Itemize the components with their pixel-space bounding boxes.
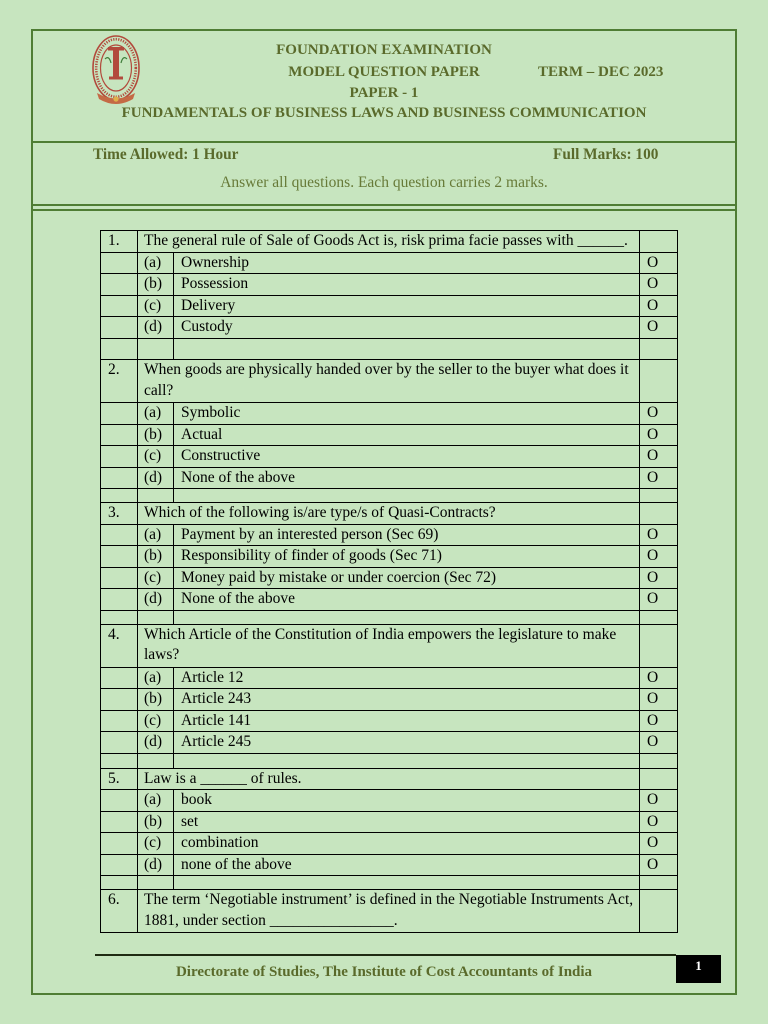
header-divider: [32, 141, 736, 143]
option-row: [101, 317, 678, 339]
option-text: Custody: [174, 317, 640, 339]
option-spacer: [101, 467, 138, 489]
option-text: Constructive: [174, 446, 640, 468]
spacer-row: [101, 876, 678, 890]
option-row: [101, 790, 678, 812]
question-number: 4.: [101, 624, 138, 667]
option-row: [101, 446, 678, 468]
question-row: [101, 231, 678, 253]
option-spacer: [101, 790, 138, 812]
option-text: Article 141: [174, 710, 640, 732]
option-label: (b): [138, 811, 174, 833]
option-spacer: [101, 317, 138, 339]
question-row: [101, 503, 678, 525]
option-circle: O: [640, 446, 678, 468]
subject-title: FUNDAMENTALS OF BUSINESS LAWS AND BUSINESS COMMUNICATION: [121, 105, 647, 121]
option-row: [101, 252, 678, 274]
info-divider-top: [32, 204, 736, 206]
option-spacer: [101, 833, 138, 855]
spacer-cell: [174, 876, 640, 890]
option-label: (a): [138, 790, 174, 812]
full-marks: Full Marks: 100: [553, 146, 659, 163]
option-label: (b): [138, 689, 174, 711]
exam-term: TERM – DEC 2023: [538, 64, 664, 80]
question-text: When goods are physically handed over by the seller to the buyer what does it call?: [138, 360, 640, 403]
option-label: (c): [138, 295, 174, 317]
option-circle: O: [640, 854, 678, 876]
option-row: [101, 467, 678, 489]
option-text: None of the above: [174, 589, 640, 611]
spacer-cell: [640, 489, 678, 503]
question-number: 6.: [101, 890, 138, 933]
question-table-wrapper: [100, 230, 677, 933]
question-text: Law is a ______ of rules.: [138, 768, 640, 790]
answer-cell-empty: [640, 768, 678, 790]
question-row: [101, 360, 678, 403]
spacer-cell: [101, 338, 138, 360]
option-row: [101, 567, 678, 589]
paper-number: PAPER - 1: [349, 85, 419, 101]
option-row: [101, 424, 678, 446]
option-circle: O: [640, 667, 678, 689]
spacer-cell: [138, 753, 174, 768]
option-circle: O: [640, 546, 678, 568]
question-row: [101, 890, 678, 933]
option-circle: O: [640, 710, 678, 732]
option-circle: O: [640, 833, 678, 855]
option-text: combination: [174, 833, 640, 855]
option-row: [101, 710, 678, 732]
option-row: [101, 854, 678, 876]
option-text: Ownership: [174, 252, 640, 274]
option-circle: O: [640, 295, 678, 317]
spacer-cell: [138, 489, 174, 503]
spacer-cell: [138, 876, 174, 890]
option-spacer: [101, 403, 138, 425]
option-text: Symbolic: [174, 403, 640, 425]
spacer-cell: [174, 338, 640, 360]
footer-rule: [95, 954, 676, 956]
option-circle: O: [640, 524, 678, 546]
option-spacer: [101, 546, 138, 568]
question-text: Which of the following is/are type/s of Quasi-Contracts?: [138, 503, 640, 525]
option-circle: O: [640, 467, 678, 489]
option-spacer: [101, 295, 138, 317]
spacer-cell: [174, 610, 640, 624]
question-text: Which Article of the Constitution of India empowers the legislature to make laws?: [138, 624, 640, 667]
option-label: (d): [138, 317, 174, 339]
option-label: (a): [138, 252, 174, 274]
instructions: Answer all questions. Each question carries 2 marks.: [220, 174, 548, 191]
spacer-cell: [640, 876, 678, 890]
spacer-cell: [174, 489, 640, 503]
option-label: (c): [138, 446, 174, 468]
option-circle: O: [640, 589, 678, 611]
option-label: (b): [138, 424, 174, 446]
option-text: book: [174, 790, 640, 812]
answer-cell-empty: [640, 624, 678, 667]
option-row: [101, 403, 678, 425]
time-allowed: Time Allowed: 1 Hour: [93, 146, 239, 163]
option-label: (d): [138, 589, 174, 611]
option-spacer: [101, 424, 138, 446]
question-text: The general rule of Sale of Goods Act is, risk prima facie passes with ______.: [138, 231, 640, 253]
option-circle: O: [640, 317, 678, 339]
spacer-cell: [138, 610, 174, 624]
spacer-cell: [101, 876, 138, 890]
option-spacer: [101, 854, 138, 876]
option-label: (b): [138, 274, 174, 296]
option-text: Money paid by mistake or under coercion (Sec 72): [174, 567, 640, 589]
spacer-cell: [101, 753, 138, 768]
question-row: [101, 768, 678, 790]
option-row: [101, 524, 678, 546]
answer-cell-empty: [640, 360, 678, 403]
option-text: none of the above: [174, 854, 640, 876]
spacer-row: [101, 489, 678, 503]
option-text: set: [174, 811, 640, 833]
option-row: [101, 589, 678, 611]
option-circle: O: [640, 567, 678, 589]
option-row: [101, 274, 678, 296]
option-row: [101, 295, 678, 317]
option-text: Actual: [174, 424, 640, 446]
spacer-cell: [101, 489, 138, 503]
option-label: (d): [138, 732, 174, 754]
option-label: (a): [138, 524, 174, 546]
question-number: 1.: [101, 231, 138, 253]
spacer-cell: [640, 753, 678, 768]
question-text: The term ‘Negotiable instrument’ is defined in the Negotiable Instruments Act, 1881, under section ________________.: [138, 890, 640, 933]
option-circle: O: [640, 252, 678, 274]
option-spacer: [101, 567, 138, 589]
option-label: (a): [138, 403, 174, 425]
paper-type: MODEL QUESTION PAPER: [288, 64, 480, 80]
option-text: Article 12: [174, 667, 640, 689]
option-circle: O: [640, 732, 678, 754]
question-number: 3.: [101, 503, 138, 525]
option-spacer: [101, 524, 138, 546]
option-spacer: [101, 274, 138, 296]
spacer-row: [101, 753, 678, 768]
option-spacer: [101, 732, 138, 754]
option-circle: O: [640, 811, 678, 833]
option-text: Delivery: [174, 295, 640, 317]
footer-text: Directorate of Studies, The Institute of Cost Accountants of India: [175, 964, 593, 980]
option-text: Article 245: [174, 732, 640, 754]
option-label: (d): [138, 854, 174, 876]
option-row: [101, 732, 678, 754]
option-row: [101, 546, 678, 568]
option-spacer: [101, 589, 138, 611]
option-spacer: [101, 689, 138, 711]
spacer-cell: [101, 610, 138, 624]
option-spacer: [101, 667, 138, 689]
exam-title: FOUNDATION EXAMINATION: [276, 42, 492, 58]
spacer-row: [101, 610, 678, 624]
option-label: (b): [138, 546, 174, 568]
info-divider-bottom: [32, 209, 736, 211]
question-number: 5.: [101, 768, 138, 790]
option-row: [101, 689, 678, 711]
spacer-row: [101, 338, 678, 360]
option-text: Responsibility of finder of goods (Sec 71): [174, 546, 640, 568]
option-circle: O: [640, 274, 678, 296]
option-row: [101, 811, 678, 833]
option-label: (d): [138, 467, 174, 489]
option-circle: O: [640, 403, 678, 425]
option-text: Payment by an interested person (Sec 69): [174, 524, 640, 546]
spacer-cell: [640, 338, 678, 360]
question-row: [101, 624, 678, 667]
question-number: 2.: [101, 360, 138, 403]
option-label: (a): [138, 667, 174, 689]
option-text: None of the above: [174, 467, 640, 489]
spacer-cell: [174, 753, 640, 768]
spacer-cell: [138, 338, 174, 360]
page-number: 1: [676, 955, 721, 983]
option-label: (c): [138, 833, 174, 855]
option-row: [101, 833, 678, 855]
spacer-cell: [640, 610, 678, 624]
question-table: [100, 230, 678, 933]
option-text: Possession: [174, 274, 640, 296]
answer-cell-empty: [640, 231, 678, 253]
answer-cell-empty: [640, 890, 678, 933]
option-spacer: [101, 811, 138, 833]
option-circle: O: [640, 790, 678, 812]
option-row: [101, 667, 678, 689]
option-label: (c): [138, 567, 174, 589]
option-spacer: [101, 252, 138, 274]
option-circle: O: [640, 689, 678, 711]
option-spacer: [101, 446, 138, 468]
option-text: Article 243: [174, 689, 640, 711]
option-label: (c): [138, 710, 174, 732]
option-spacer: [101, 710, 138, 732]
answer-cell-empty: [640, 503, 678, 525]
option-circle: O: [640, 424, 678, 446]
